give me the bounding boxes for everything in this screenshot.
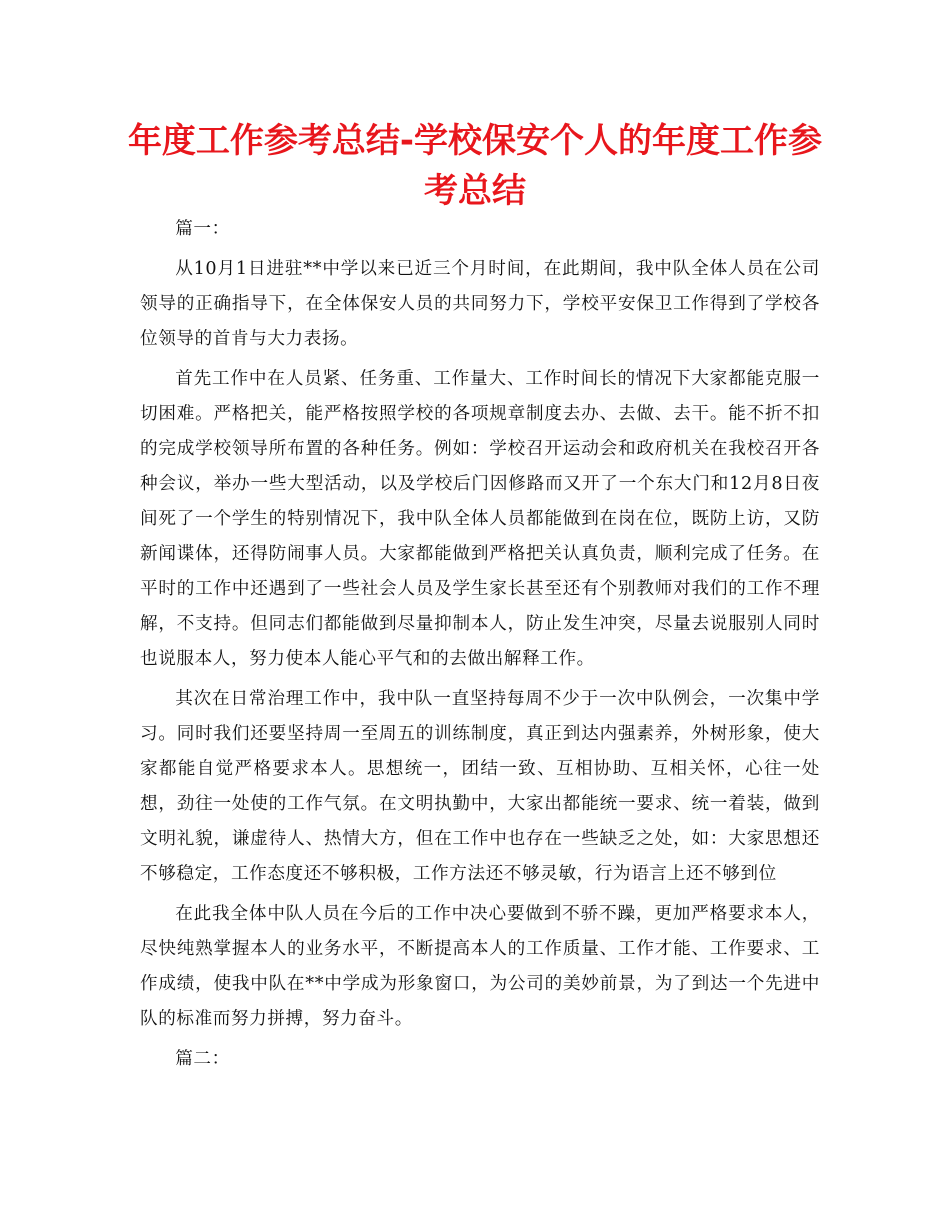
paragraph-3: 其次在日常治理工作中，我中队一直坚持每周不少于一次中队例会，一次集中学习。同时我们还要坚持周一至周五的训练制度，真正到达内强素养，外树形象，使大家都能自觉严格要求本人。思想统一，团结一致、互相协助、互相关怀，心往一处想，劲往一处使的工作气氛。在文明执勤中，大家出都能统一要求、统一着装，做到文明礼貌，谦虚待人、热情大方，但在工作中也存在一些缺乏之处，如：大家思想还不够稳定，工作态度还不够积极，工作方法还不够灵敏，行为语言上还不够到位 xyxy=(140,689,820,884)
paragraph-1: 从10月1日进驻**中学以来已近三个月时间，在此期间，我中队全体人员在公司领导的正确指导下，在全体保安人员的共同努力下，学校平安保卫工作得到了学校各位领导的首肯与大力表扬。 xyxy=(140,259,820,349)
paragraph-4: 在此我全体中队人员在今后的工作中决心要做到不骄不躁，更加严格要求本人，尽快纯熟掌握本人的业务水平，不断提高本人的工作质量、工作才能、工作要求、工作成绩，使我中队在**中学成为形象窗口，为公司的美妙前景，为了到达一个先进中队的标准而努力拼搏，努力奋斗。 xyxy=(140,904,820,1029)
section-heading-1: 篇一： xyxy=(175,219,230,239)
document-title: 年度工作参考总结-学校保安个人的年度工作参考总结 xyxy=(127,121,823,211)
section-heading-2: 篇二： xyxy=(175,1049,230,1069)
paragraph-2: 首先工作中在人员紧、任务重、工作量大、工作时间长的情况下大家都能克服一切困难。严格把关，能严格按照学校的各项规章制度去办、去做、去干。能不折不扣的完成学校领导所布置的各种任务。例如：学校召开运动会和政府机关在我校召开各种会议，举办一些大型活动，以及学校后门因修路而又开了一个东大门和12月8日夜间死了一个学生的特别情况下，我中队全体人员都能做到在岗在位，既防上访，又防新闻谍体，还得防闹事人员。大家都能做到严格把关认真负责，顺利完成了任务。在平时的工作中还遇到了一些社会人员及学生家长甚至还有个别教师对我们的工作不理解，不支持。但同志们都能做到尽量抑制本人，防止发生冲突，尽量去说服别人同时也说服本人，努力使本人能心平气和的去做出解释工作。 xyxy=(140,369,820,669)
document-body xyxy=(140,212,820,1082)
